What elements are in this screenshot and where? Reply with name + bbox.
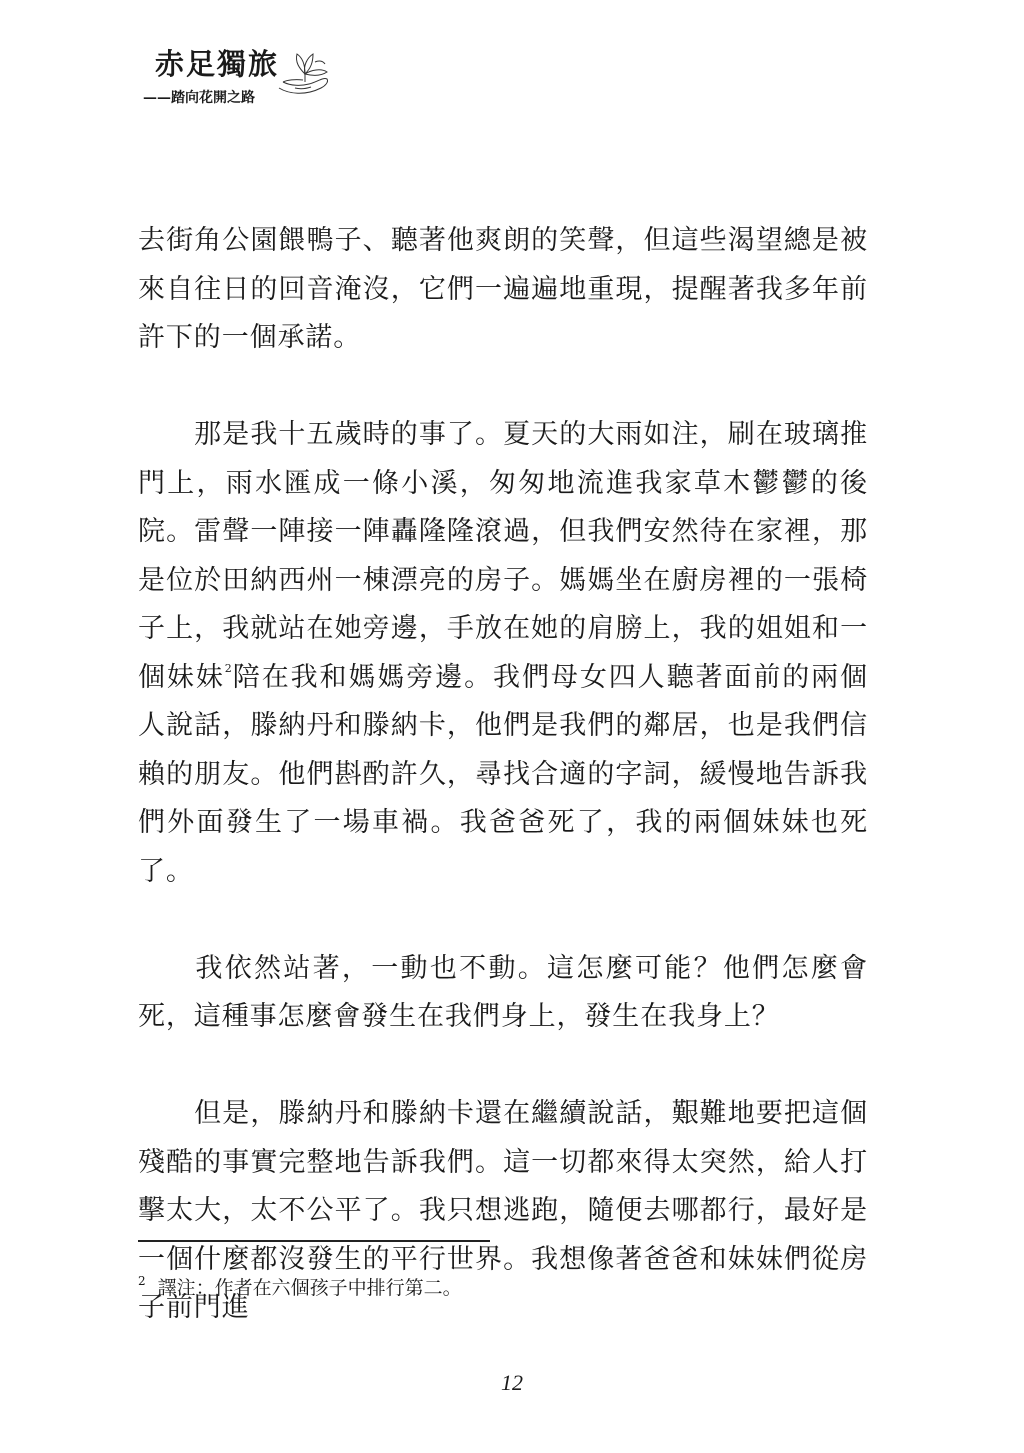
paragraph-1 [138,217,868,363]
book-subtitle: ——踏向花開之路 [143,90,255,106]
paragraph-gap [138,896,868,945]
paragraph-2-text-a: 那是我十五歲時的事了。夏天的大雨如注，刷在玻璃推門上，雨水匯成一條小溪，匆匆地流進我家草木鬱鬱的後院。雷聲一陣接一陣轟隆隆滾過，但我們安然待在家裡，那是位於田納西州一棟漂亮的房子。媽媽坐在廚房裡的一張椅子上，我就站在她旁邊，手放在她的肩膀上，我的姐姐和一個妹妹 [138,419,868,693]
paragraph-3-text: 我依然站著，一動也不動。這怎麼可能？他們怎麼會死，這種事怎麼會發生在我們身上，發生在我身上？ [138,952,868,1032]
main-text [138,217,868,1333]
book-title: 赤足獨旅 [155,47,280,81]
paragraph-3 [138,945,868,1042]
footnote-reference: 2 [224,661,232,675]
paragraph-gap [138,363,868,412]
page-number: 12 [501,1370,523,1395]
flower-hand-icon [275,44,335,100]
paragraph-gap [138,1042,868,1091]
running-header [143,38,343,118]
paragraph-4-text: 但是，滕納丹和滕納卡還在繼續說話，艱難地要把這個殘酷的事實完整地告訴我們。這一切都來得太突然，給人打擊太大，太不公平了。我只想逃跑，隨便去哪都行，最好是一個什麼都沒發生的平行世界。我想像著爸爸和妹妹們從房子前門進 [138,1098,868,1323]
paragraph-2 [138,411,868,896]
footnote [138,1273,462,1300]
paragraph-2-text-b: 陪在我和媽媽旁邊。我們母女四人聽著面前的兩個人說話，滕納丹和滕納卡，他們是我們的鄰居，也是我們信賴的朋友。他們斟酌許久，尋找合適的字詞，緩慢地告訴我們外面發生了一場車禍。我爸爸死了，我的兩個妹妹也死了。 [138,661,868,887]
footnote-text: 譯注：作者在六個孩子中排行第二。 [157,1277,462,1299]
footnote-divider [138,1240,490,1242]
paragraph-1-text: 去街角公園餵鴨子、聽著他爽朗的笑聲，但這些渴望總是被來自往日的回音淹沒，它們一遍遍地重現，提醒著我多年前許下的一個承諾。 [138,225,868,353]
footnote-number: 2 [138,1274,146,1288]
